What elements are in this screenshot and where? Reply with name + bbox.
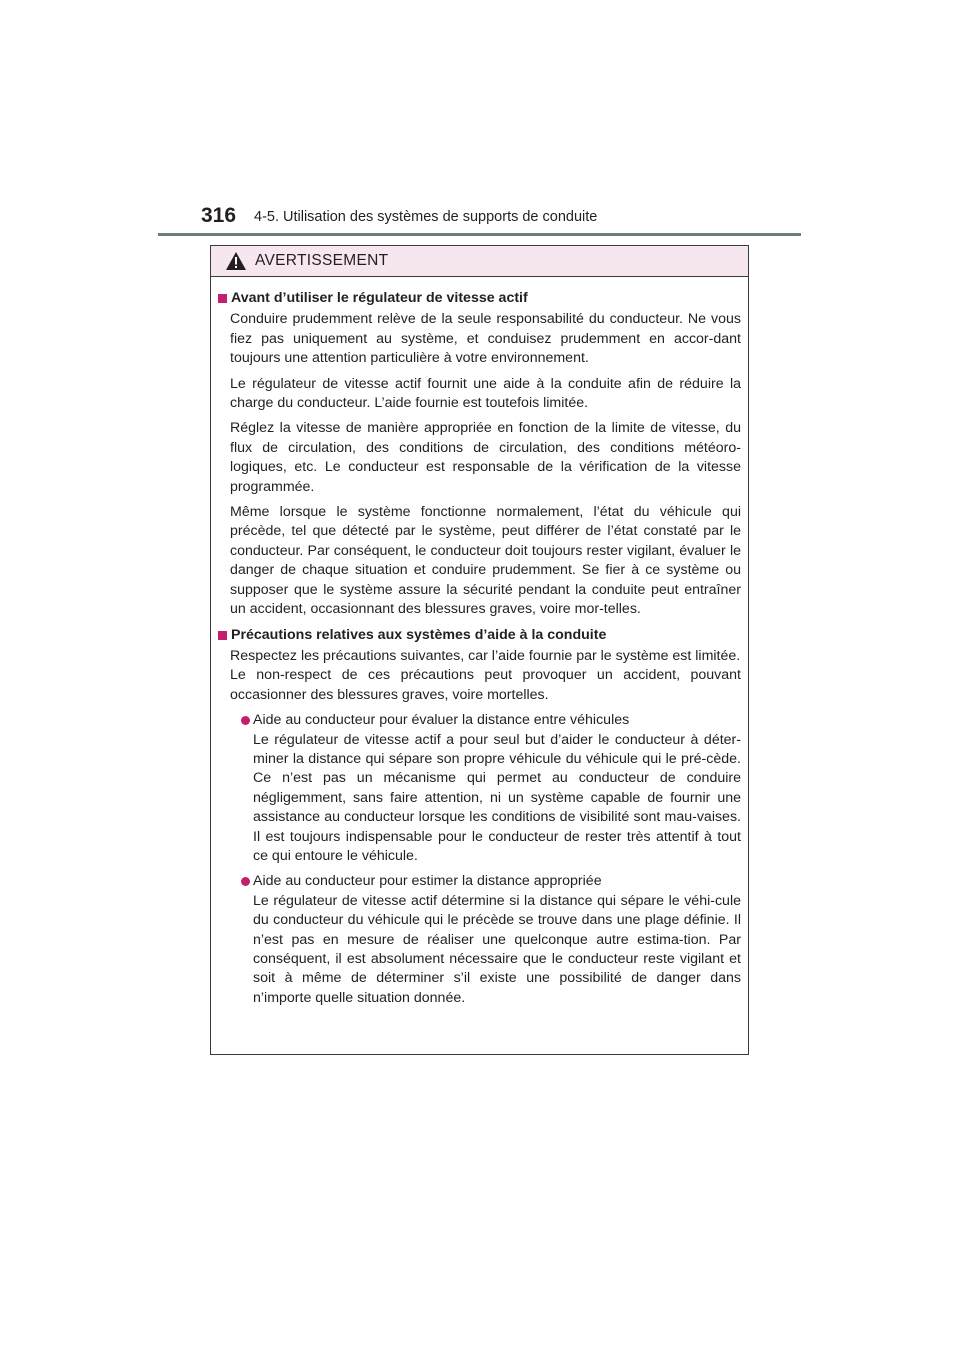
list-item — [241, 872, 741, 1008]
paragraph: Réglez la vitesse de manière appropriée en fonction de la limite de vitesse, du flux de circulation, des conditions de circulation, des conditions météoro-logiques, etc. Le conducteur est responsable de la vérification de la vitesse programmée. — [230, 420, 741, 495]
page-number: 316 — [201, 204, 237, 227]
square-bullet-icon — [218, 294, 227, 303]
paragraph: Respectez les précautions suivantes, car l’aide fournie par le système est limitée. — [230, 647, 741, 664]
warning-box — [210, 245, 749, 1055]
list-item — [241, 711, 741, 866]
paragraph: Conduire prudemment relève de la seule responsabilité du conducteur. Ne vous fiez pas uniquement au système, et conduisez prudemment en accor-dant toujours une attention particulière à votre environnement. — [230, 311, 741, 367]
list-item-content — [253, 872, 741, 1008]
paragraph: Le non-respect de ces précautions peut provoquer un accident, pouvant occasionner des blessures graves, voire mortelles. — [230, 667, 741, 703]
warning-title: AVERTISSEMENT — [255, 252, 389, 269]
warning-body — [211, 277, 748, 1008]
paragraph: Même lorsque le système fonctionne normalement, l’état du véhicule qui précède, tel que détecté par le système, peut différer de l’état constaté par le conducteur. Par conséquent, le conducteur doit toujours rester vigilant, évaluer le danger de chaque situation et conduire prudemment. Se fier à ce système ou supposer que le système assure la sécurité pendant la conduite peut entraîner un accident, occasionnant des blessures graves, voire mor-telles. — [230, 504, 741, 618]
section-title: 4-5. Utilisation des systèmes de supports de conduite — [254, 209, 598, 225]
section-heading — [218, 626, 741, 645]
list-item-title: Aide au conducteur pour évaluer la distance entre véhicules — [253, 712, 630, 729]
page-header — [0, 0, 960, 240]
warning-triangle-icon — [225, 251, 247, 271]
section-heading-text: Précautions relatives aux systèmes d’aide à la conduite — [231, 626, 607, 643]
list-item-title: Aide au conducteur pour estimer la distance appropriée — [253, 873, 602, 890]
list-item-content — [253, 711, 741, 866]
header-divider — [158, 233, 801, 236]
circle-bullet-icon — [241, 877, 250, 886]
section-heading — [218, 289, 741, 308]
list-item-text: Le régulateur de vitesse actif détermine si la distance qui sépare le véhi-cule du conducteur du véhicule qui le précède se trouve dans une plage définie. Il n’est pas en mesure de réaliser une quelconque autre estima-tion. Par conséquent, il est absolument nécessaire que le conducteur reste vigilant et soit à même de déterminer s’il existe une possibilité de danger dans n’importe quelle situation donnée. — [253, 892, 741, 1006]
circle-bullet-icon — [241, 716, 250, 725]
square-bullet-icon — [218, 631, 227, 640]
list-item-text: Le régulateur de vitesse actif a pour seul but d’aider le conducteur à déter-miner la distance qui sépare son propre véhicule du véhicule qui le pré-cède. Ce n’est pas un mécanisme qui permet au conducteur de conduire négligemment, sans faire attention, ni un système capable de fournir une assistance au conducteur lorsque les conditions de visibilité sont mau-vaises. Il est toujours indispensable pour le conducteur de rester très attentif à tout ce qui entoure le véhicule. — [253, 731, 741, 864]
section-heading-text: Avant d’utiliser le régulateur de vitesse actif — [231, 290, 528, 306]
warning-header — [211, 246, 748, 277]
paragraph: Le régulateur de vitesse actif fournit une aide à la conduite afin de réduire la charge du conducteur. L’aide fournie est toutefois limitée. — [230, 375, 741, 412]
